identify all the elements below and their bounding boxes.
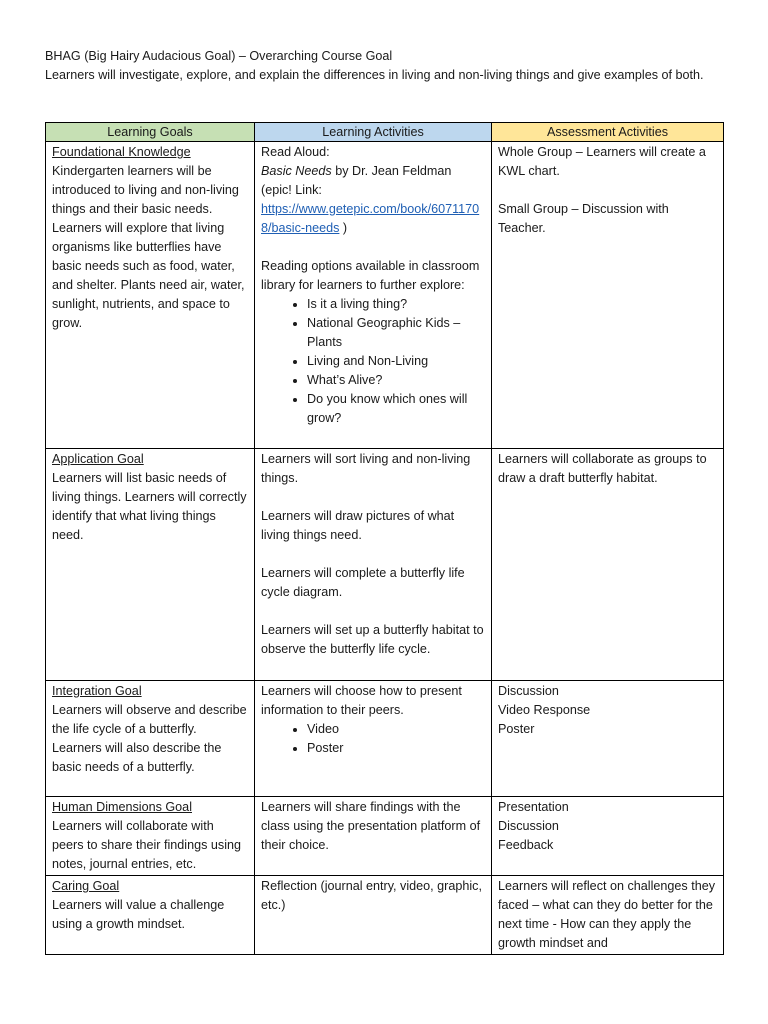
bhag-heading: BHAG (Big Hairy Audacious Goal) – Overarching Course Goal: [45, 49, 393, 63]
list-item: • Poster: [307, 739, 485, 758]
book-author: by Dr. Jean Feldman: [331, 164, 452, 178]
assessment-cell: [492, 449, 724, 681]
activity-cell: [255, 449, 492, 681]
assessment-text: Discussion: [498, 819, 559, 833]
list-item: • Is it a living thing?: [307, 295, 485, 314]
activity-cell: [255, 876, 492, 955]
reading-options-list: [261, 295, 485, 428]
assessment-text: Presentation: [498, 800, 569, 814]
list-item: • What’s Alive?: [307, 371, 485, 390]
header-learning-activities: Learning Activities: [255, 123, 492, 142]
goal-cell: [46, 449, 255, 681]
list-item: • Video: [307, 720, 485, 739]
book-line: [261, 162, 485, 181]
goal-title: Integration Goal: [52, 684, 142, 698]
activity-text: Learners will choose how to present information to their peers.: [261, 684, 462, 717]
assessment-cell: [492, 797, 724, 876]
goal-cell: [46, 797, 255, 876]
activity-text: Learners will share findings with the class using the presentation platform of their choice.: [261, 800, 481, 852]
assessment-text: Learners will collaborate as groups to draw a draft butterfly habitat.: [498, 452, 707, 485]
activity-cell: [255, 797, 492, 876]
activity-text: Learners will complete a butterfly life cycle diagram.: [261, 566, 465, 599]
assessment-text: Poster: [498, 722, 535, 736]
goal-title: Application Goal: [52, 452, 144, 466]
list-item: • National Geographic Kids – Plants: [307, 314, 485, 352]
header-assessment-activities: Assessment Activities: [492, 123, 724, 142]
table-row-caring: [46, 876, 724, 955]
course-plan-table: [45, 122, 724, 955]
goal-description: Learners will value a challenge using a growth mindset.: [52, 898, 225, 931]
goal-title: Foundational Knowledge: [52, 145, 191, 159]
epic-book-link[interactable]: https://www.getepic.com/book/60711708/basic-needs: [261, 202, 480, 235]
goal-description: Learners will list basic needs of living things. Learners will correctly identify that what living things need.: [52, 471, 247, 542]
goal-cell: [46, 142, 255, 449]
header-learning-goals: Learning Goals: [46, 123, 255, 142]
epic-link-line: [261, 200, 485, 238]
assessment-text: Whole Group – Learners will create a KWL chart.: [498, 145, 706, 178]
list-item: • Living and Non-Living: [307, 352, 485, 371]
activity-cell: [255, 681, 492, 797]
read-aloud-label: Read Aloud:: [261, 145, 330, 159]
activity-text: Reflection (journal entry, video, graphic, etc.): [261, 879, 482, 912]
list-item: • Do you know which ones will grow?: [307, 390, 485, 428]
reading-options-intro: Reading options available in classroom library for learners to further explore:: [261, 259, 480, 292]
assessment-text: Video Response: [498, 703, 591, 717]
bhag-statement: Learners will investigate, explore, and explain the differences in living and non-living things and give examples of both.: [45, 68, 704, 82]
assessment-cell: [492, 876, 724, 955]
goal-description: Kindergarten learners will be introduced to living and non-living things and their basic needs. Learners will explore that living organisms like butterflies have basic needs such as food, water, and shelter. Plants need air, water, sunlight, nutrients, and space to grow.: [52, 164, 245, 330]
goal-description: Learners will collaborate with peers to share their findings using notes, journal entries, etc.: [52, 819, 242, 871]
bhag-section: [45, 47, 725, 85]
assessment-cell: [492, 142, 724, 449]
table-row-application: [46, 449, 724, 681]
table-row-foundational: [46, 142, 724, 449]
assessment-text: Learners will reflect on challenges they faced – what can they do better for the next time - How can they apply the growth mindset and: [498, 879, 716, 950]
activity-text: Learners will draw pictures of what living things need.: [261, 509, 455, 542]
assessment-text: Discussion: [498, 684, 559, 698]
epic-link-label: (epic! Link:: [261, 183, 322, 197]
table-row-integration: [46, 681, 724, 797]
presentation-options-list: [261, 720, 485, 758]
goal-title: Caring Goal: [52, 879, 120, 893]
activity-text: Learners will set up a butterfly habitat to observe the butterfly life cycle.: [261, 623, 484, 656]
activity-cell: [255, 142, 492, 449]
table-header-row: [46, 123, 724, 142]
table-row-human-dimensions: [46, 797, 724, 876]
goal-cell: [46, 876, 255, 955]
goal-description: Learners will observe and describe the life cycle of a butterfly. Learners will also describe the basic needs of a butterfly.: [52, 703, 247, 774]
activity-text: Learners will sort living and non-living things.: [261, 452, 471, 485]
link-suffix: ): [339, 221, 348, 235]
book-title: Basic Needs: [261, 164, 332, 178]
assessment-cell: [492, 681, 724, 797]
goal-cell: [46, 681, 255, 797]
assessment-text: Small Group – Discussion with Teacher.: [498, 202, 669, 235]
assessment-text: Feedback: [498, 838, 554, 852]
goal-title: Human Dimensions Goal: [52, 800, 192, 814]
